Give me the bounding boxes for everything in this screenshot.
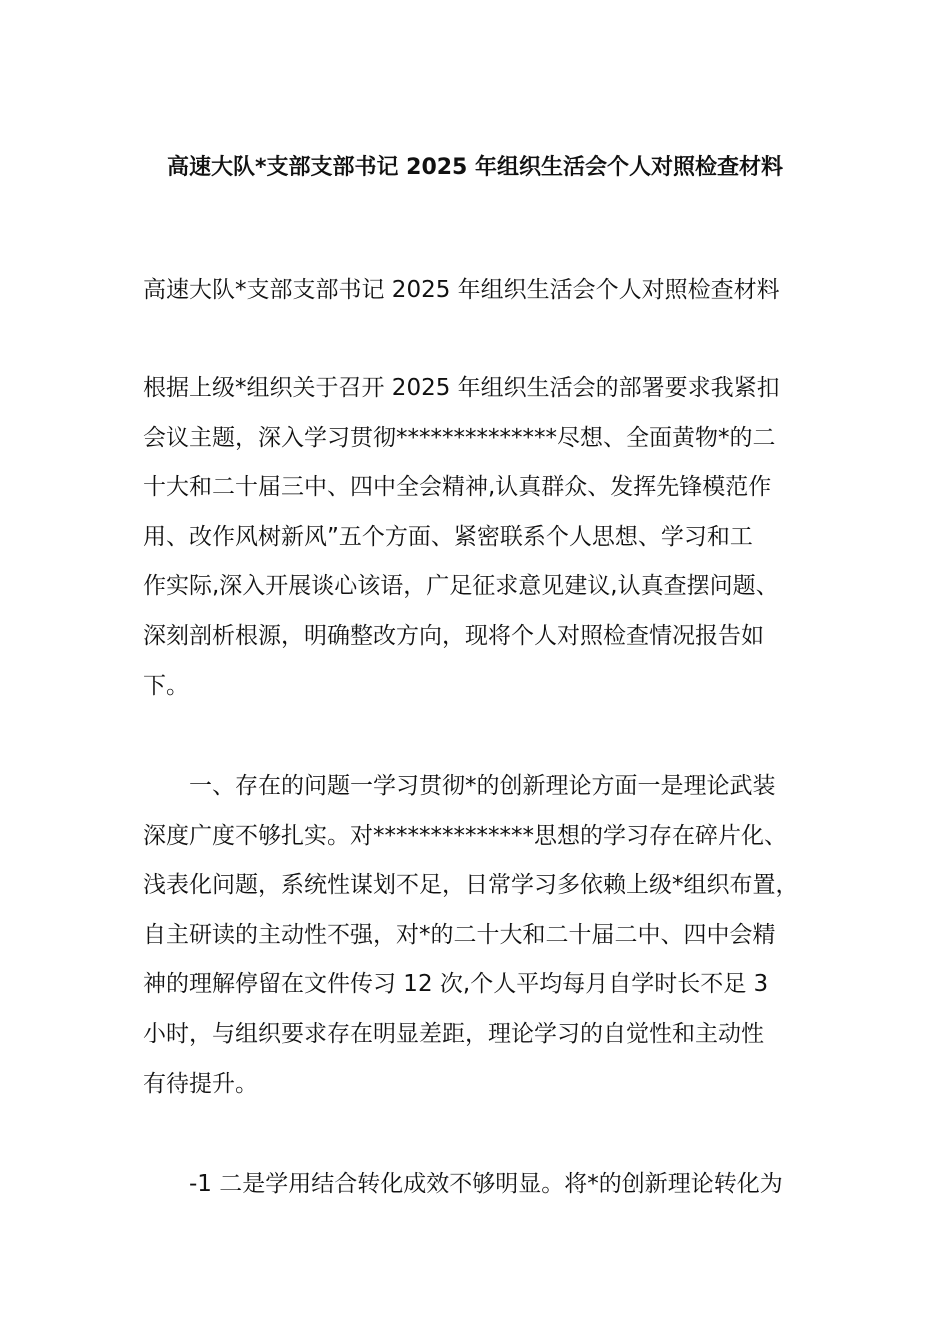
paragraph-line: 浅表化问题，系统性谋划不足，日常学习多依赖上级*组织布置， xyxy=(143,872,799,899)
paragraph-line: 下。 xyxy=(143,672,189,699)
paragraph-second-point xyxy=(143,1160,823,1210)
paragraph-line: 十大和二十届三中、四中全会精神,认真群众、发挥先锋模范作 xyxy=(143,474,772,501)
document-subtitle: 高速大队*支部支部书记 2025 年组织生活会个人对照检查材料 xyxy=(143,277,780,303)
paragraph-line: 会议主题，深入学习贯彻**************尽想、全面黄物*的二 xyxy=(143,424,776,451)
paragraph-line: 神的理解停留在文件传习 12 次,个人平均每月自学时长不足 3 xyxy=(143,971,769,998)
paragraph-intro xyxy=(143,364,823,711)
paragraph-line: 一、存在的问题一学习贯彻*的创新理论方面一是理论武装 xyxy=(143,773,776,799)
paragraph-line: 深度广度不够扎实。对**************思想的学习存在碎片化、 xyxy=(143,822,787,849)
paragraph-line: -1 二是学用结合转化成效不够明显。将*的创新理论转化为 xyxy=(143,1171,783,1197)
paragraph-line: 作实际,深入开展谈心该语，广足征求意见建议,认真查摆问题、 xyxy=(143,573,779,600)
paragraph-line: 自主研读的主动性不强，对*的二十大和二十届二中、四中会精 xyxy=(143,921,776,948)
paragraph-line: 深刻剖析根源，明确整改方向，现将个人对照检查情况报告如 xyxy=(143,622,764,649)
paragraph-line: 用、改作风树新风”五个方面、紧密联系个人思想、学习和工 xyxy=(143,523,753,550)
paragraph-line: 有待提升。 xyxy=(143,1070,258,1097)
paragraph-line: 小时，与组织要求存在明显差距，理论学习的自觉性和主动性 xyxy=(143,1020,764,1047)
paragraph-problems xyxy=(143,762,823,1109)
document-title: 高速大队*支部支部书记 2025 年组织生活会个人对照检查材料 xyxy=(166,155,784,180)
paragraph-line: 根据上级*组织关于召开 2025 年组织生活会的部署要求我紧扣 xyxy=(143,375,780,401)
